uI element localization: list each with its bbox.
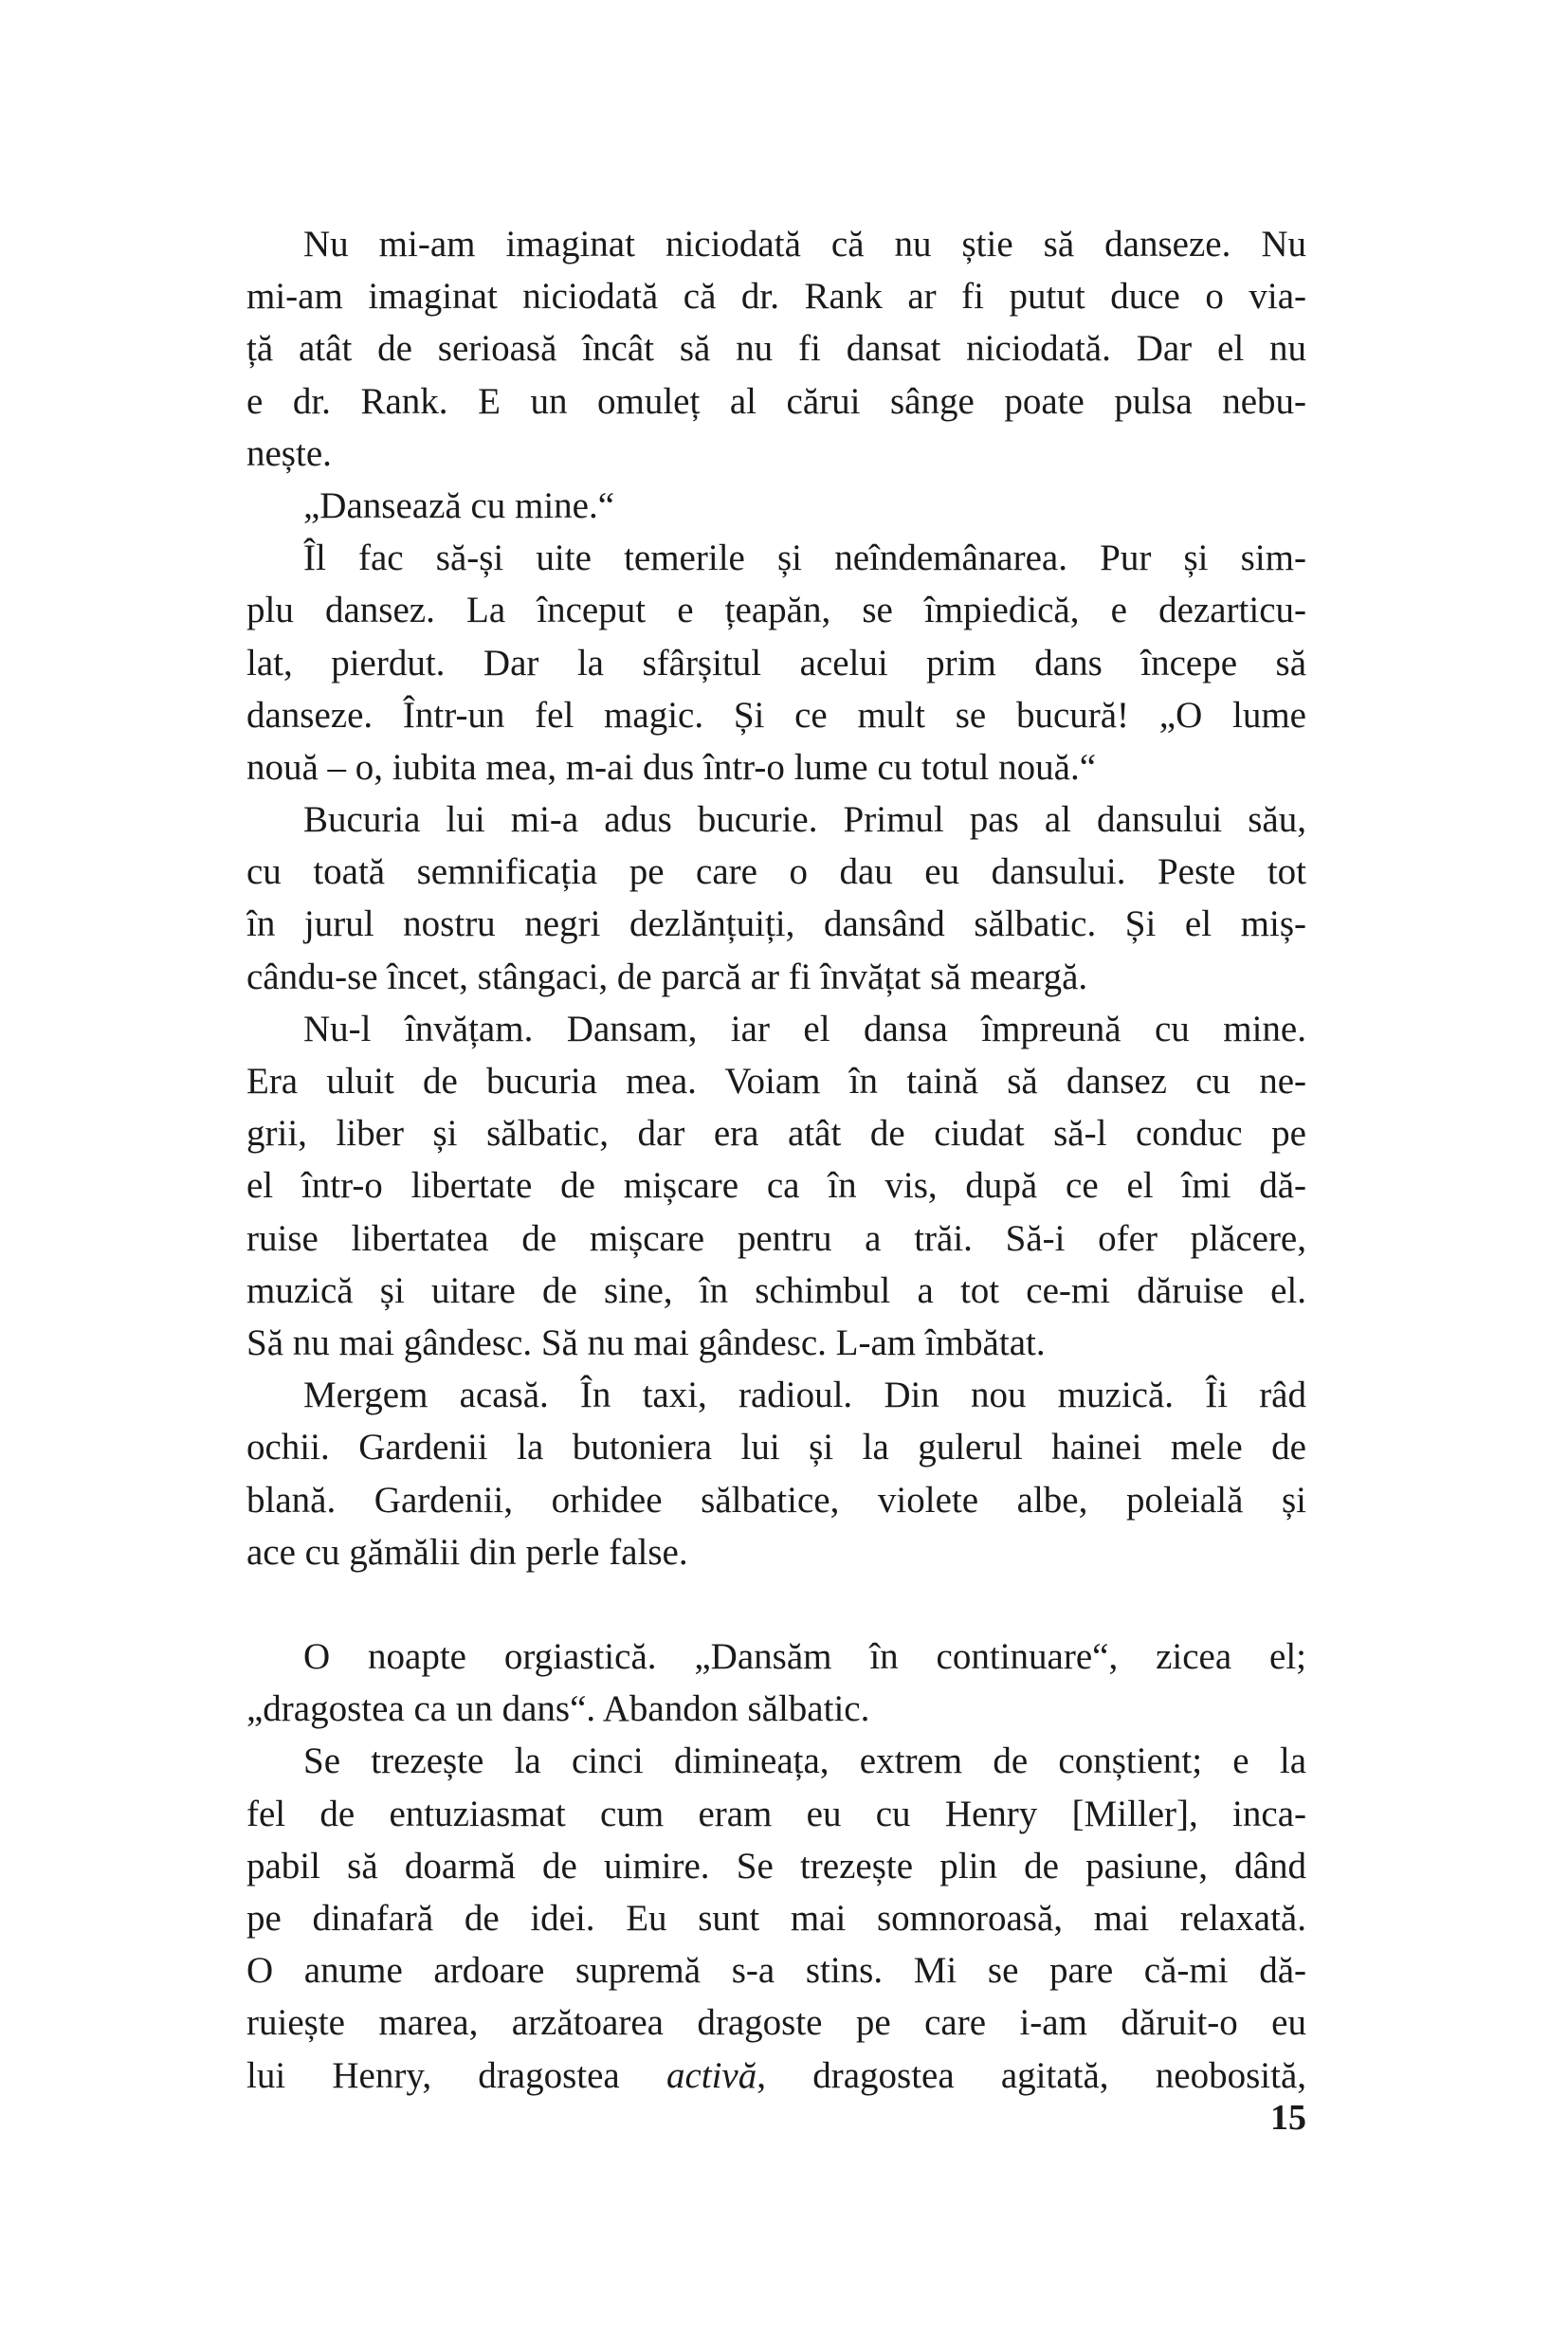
text-line: grii, liber și sălbatic, dar era atât de ciudat să-l conduc pe [246, 1113, 1306, 1155]
text-line: cându-se încet, stângaci, de parcă ar fi învățat să meargă. [246, 956, 1088, 997]
paragraph [246, 218, 1306, 480]
text-line: fel de entuziasmat cum eram eu cu Henry [Miller], inca- [246, 1793, 1306, 1834]
text-line: el într-o libertate de mișcare ca în vis, după ce el îmi dă- [246, 1165, 1306, 1207]
text-line: O noapte orgiastică. „Dansăm în continuare“, zicea el; [303, 1636, 1306, 1678]
text-line: ace cu gămălii din perle false. [246, 1531, 688, 1573]
paragraph [246, 793, 1306, 1003]
text-line: Mergem acasă. În taxi, radioul. Din nou muzică. Îi râd [303, 1375, 1306, 1416]
text-line: Nu mi-am imaginat niciodată că nu știe să danseze. Nu [303, 224, 1306, 264]
emphasis: activă [665, 2054, 757, 2096]
paragraph [246, 1631, 1306, 1735]
text-line: pabil să doarmă de uimire. Se trezește plin de pasiune, dând [246, 1845, 1306, 1886]
text-line: O anume ardoare supremă s-a stins. Mi se pare că-mi dă- [246, 1950, 1306, 1992]
text-line: blană. Gardenii, orhidee sălbatice, violete albe, poleială și [246, 1479, 1306, 1521]
text-line: Era uluit de bucuria mea. Voiam în taină să dansez cu ne- [246, 1061, 1306, 1102]
text-line: Nu-l învățam. Dansam, iar el dansa împreună cu mine. [303, 1008, 1306, 1049]
paragraph [246, 532, 1306, 793]
text-line: lat, pierdut. Dar la sfârșitul acelui prim dans începe să [246, 642, 1306, 683]
text-line: nouă – o, iubita mea, m-ai dus într-o lume cu totul nouă.“ [246, 746, 1097, 788]
text-line: ruiește marea, arzătoarea dragoste pe care i-am dăruit-o eu [246, 2002, 1306, 2044]
text-line: plu dansez. La început e țeapăn, se împiedică, e dezarticu- [246, 590, 1306, 631]
text-line: „dragostea ca un dans“. Abandon sălbatic. [246, 1688, 870, 1730]
paragraph [246, 1369, 1306, 1578]
text-line: mi-am imaginat niciodată că dr. Rank ar fi putut duce o via- [246, 276, 1306, 318]
text-line: nește. [246, 432, 332, 474]
text-line: Bucuria lui mi-a adus bucurie. Primul pas al dansului său, [303, 799, 1306, 841]
paragraph [246, 1003, 1306, 1369]
text-line: ochii. Gardenii la butoniera lui și la gulerul hainei mele de [246, 1427, 1306, 1468]
text-line: Se trezește la cinci dimineața, extrem de conștient; e la [303, 1740, 1306, 1782]
text-line: cu toată semnificația pe care o dau eu dansului. Peste tot [246, 851, 1306, 893]
text-line [246, 2050, 1306, 2102]
text-line: ruise libertatea de mișcare pentru a trăi. Să-i ofer plăcere, [246, 1217, 1306, 1259]
text-line: danseze. Într-un fel magic. Și ce mult se bucură! „O lume [246, 694, 1306, 736]
text-line: Să nu mai gândesc. Să nu mai gândesc. L-am îmbătat. [246, 1321, 1046, 1363]
paragraph [246, 480, 1306, 532]
text-line: în jurul nostru negri dezlănțuiți, dansând sălbatic. Și el miș- [246, 903, 1306, 945]
page-body [246, 218, 1306, 2102]
section-break [246, 1578, 1306, 1631]
text-line: pe dinafară de idei. Eu sunt mai somnoroasă, mai relaxată. [246, 1898, 1306, 1939]
text-span: , dragostea agitată, neobosită, [757, 2054, 1306, 2096]
page-number: 15 [1270, 2098, 1306, 2138]
text-line: ță atât de serioasă încât să nu fi dansat niciodată. Dar el nu [246, 328, 1306, 370]
text-line: Îl fac să-și uite temerile și neîndemânarea. Pur și sim- [303, 538, 1306, 579]
text-span: lui Henry, dragostea [246, 2054, 666, 2096]
paragraph [246, 1735, 1306, 2101]
text-line: e dr. Rank. E un omuleț al cărui sânge poate pulsa nebu- [246, 380, 1306, 422]
text-line: „Dansează cu mine.“ [303, 484, 615, 526]
text-line: muzică și uitare de sine, în schimbul a tot ce-mi dăruise el. [246, 1269, 1306, 1311]
